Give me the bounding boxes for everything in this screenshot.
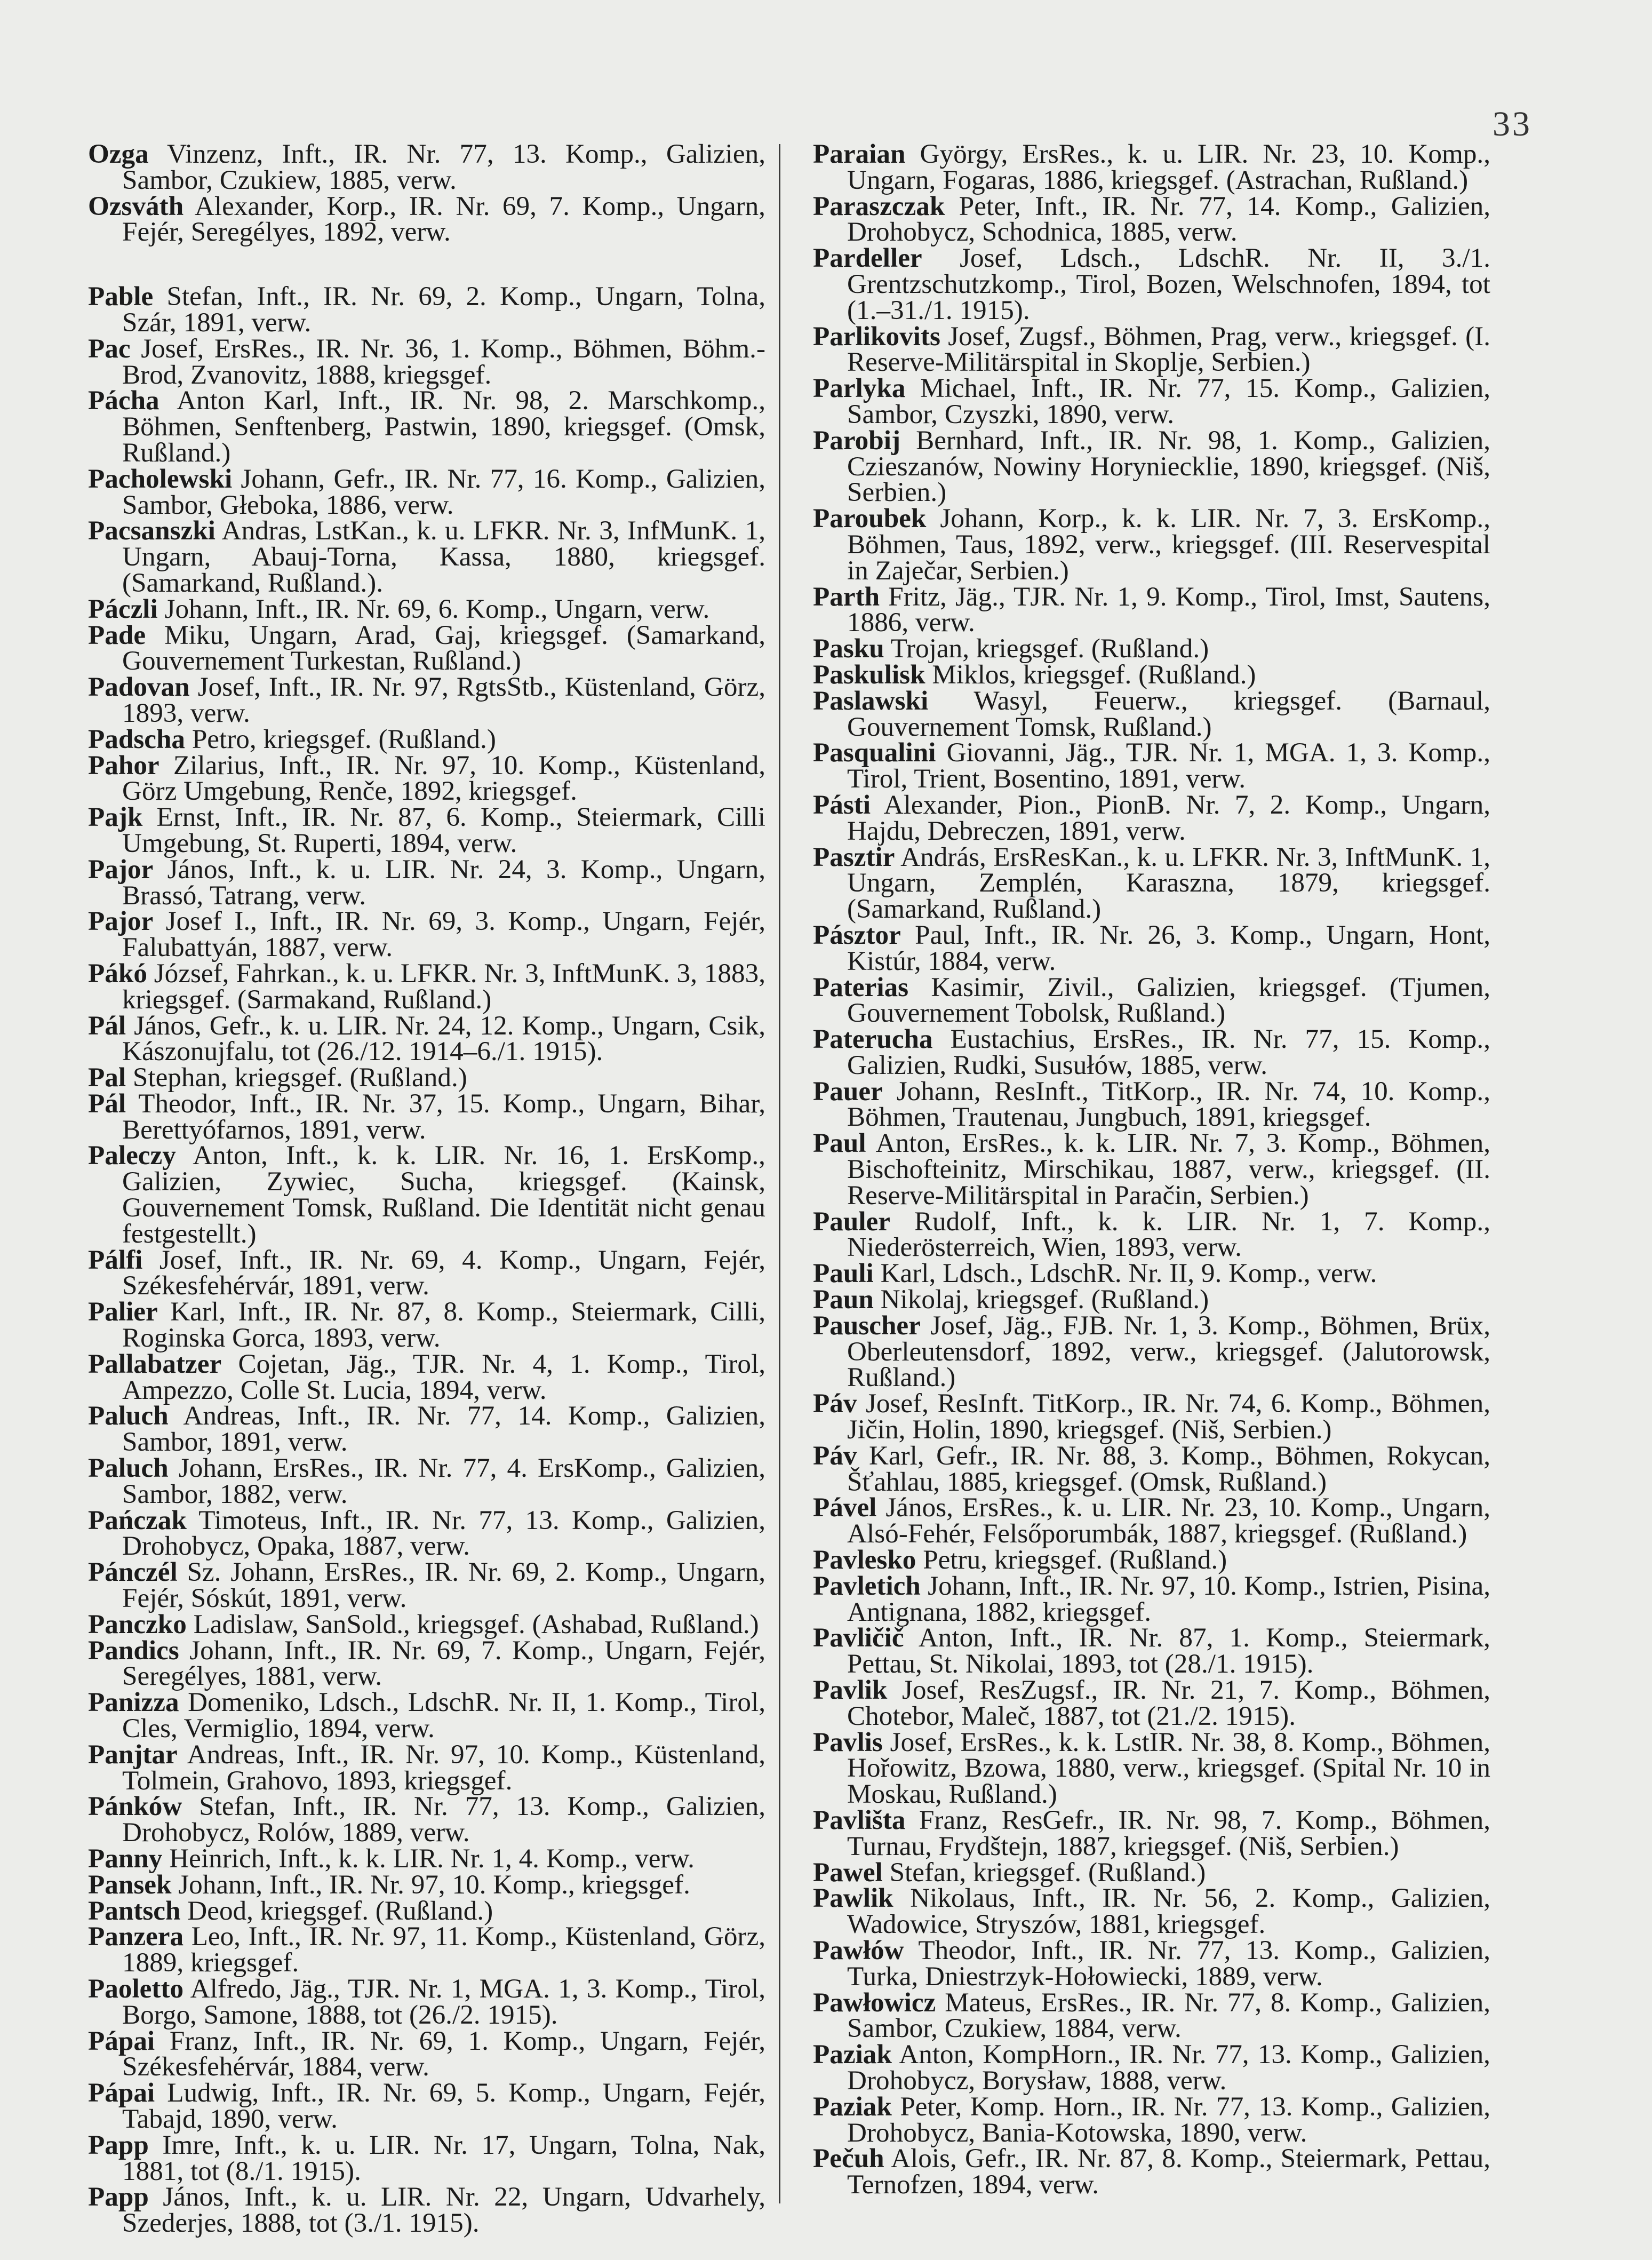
entry-surname: Paziak [813, 2039, 892, 2070]
entry-details: Timoteus, Inft., IR. Nr. 77, 13. Komp., Galizien, Drohobycz, Opaka, 1887, verw. [122, 1505, 766, 1562]
register-entry [88, 958, 765, 1015]
entry-surname: Pavličič [813, 1622, 904, 1653]
entry-details: Josef, Ldsch., LdschR. Nr. II, 3./1. Grentzschutzkomp., Tirol, Bozen, Welschnofen, 1894, tot (1.–31./1. 1915). [847, 243, 1491, 325]
entry-details: Johann, ResInft., TitKorp., IR. Nr. 74, 10. Komp., Böhmen, Trautenau, Jungbuch, 1891, kriegsgef. [847, 1076, 1491, 1133]
register-entry [88, 141, 765, 194]
entry-surname: Pál [88, 1010, 126, 1041]
entry-surname: Pahor [88, 750, 159, 781]
entry-surname: Padscha [88, 723, 186, 754]
entry-details: Nikolaus, Inft., IR. Nr. 56, 2. Komp., Galizien, Wadowice, Stryszów, 1881, kriegsgef. [847, 1883, 1491, 1940]
entry-details: Anton, Inft., IR. Nr. 87, 1. Komp., Steiermark, Pettau, St. Nikolai, 1893, tot (28./1. 1915). [847, 1622, 1490, 1680]
entry-surname: Pavlik [813, 1675, 888, 1706]
register-entry [88, 1559, 765, 1612]
register-entry [88, 1062, 765, 1093]
register-entry [813, 2039, 1490, 2096]
entry-surname: Padovan [88, 672, 190, 703]
entry-surname: Papp [88, 2129, 149, 2160]
entry-details: Anton, ErsRes., k. k. LIR. Nr. 7, 3. Komp., Böhmen, Bischofteinitz, Mirschikau, 1887, verw., kriegsgef. (II. Reserve-Militärspital in Paračin, Serbien.) [847, 1128, 1490, 1211]
entry-details: Alexander, Pion., PionB. Nr. 7, 2. Komp., Ungarn, Hajdu, Debreczen, 1891, verw. [847, 789, 1490, 846]
entry-details: Stefan, Inft., IR. Nr. 77, 13. Komp., Galizien, Drohobycz, Rolów, 1889, verw. [122, 1791, 766, 1848]
entry-details: József, Fahrkan., k. u. LFKR. Nr. 3, InftMunK. 3, 1883, kriegsgef. (Sarmakand, Rußland.) [122, 958, 765, 1015]
register-entry [813, 1206, 1490, 1263]
entry-surname: Panizza [88, 1687, 179, 1718]
entry-surname: Pavlesko [813, 1545, 916, 1575]
entry-details: Peter, Inft., IR. Nr. 77, 14. Komp., Galizien, Drohobycz, Schodnica, 1885, verw. [847, 190, 1490, 248]
entry-details: Peter, Komp. Horn., IR. Nr. 77, 13. Komp., Galizien, Drohobycz, Bania-Kotowska, 1890, verw. [847, 2091, 1491, 2148]
register-entry [813, 321, 1490, 378]
column-divider [779, 144, 780, 2203]
entry-surname: Pal [88, 1062, 126, 1093]
entry-surname: Parlikovits [813, 321, 940, 352]
register-entry [813, 2091, 1491, 2148]
entry-details: Imre, Inft., k. u. LIR. Nr. 17, Ungarn, Tolna, Nak, 1881, tot (8./1. 1915). [122, 2129, 766, 2186]
entry-surname: Paziak [813, 2091, 892, 2122]
entry-details: Anton, KompHorn., IR. Nr. 77, 13. Komp., Galizien, Drohobycz, Borysław, 1888, verw. [847, 2039, 1490, 2096]
register-entry [813, 789, 1490, 846]
entry-surname: Pardeller [813, 243, 922, 274]
left-column [88, 141, 765, 2237]
entry-surname: Panjtar [88, 1739, 178, 1770]
register-entry [813, 1388, 1491, 1445]
register-entry [813, 1128, 1490, 1211]
entry-details: Ladislaw, SanSold., kriegsgef. (Ashabad, Rußland.) [193, 1609, 759, 1640]
entry-details: Miku, Ungarn, Arad, Gaj, kriegsgef. (Samarkand, Gouvernement Turkestan, Rußland.) [122, 619, 765, 677]
entry-surname: Parth [813, 581, 880, 612]
entry-details: Kasimir, Zivil., Galizien, kriegsgef. (Tjumen, Gouvernement Tobolsk, Rußland.) [847, 972, 1490, 1029]
register-entry [88, 2080, 765, 2132]
entry-surname: Pápai [88, 2078, 155, 2108]
entry-details: Theodor, Inft., IR. Nr. 37, 15. Komp., Ungarn, Bihar, Berettyófarnos, 1891, verw. [122, 1088, 766, 1145]
entry-details: Alexander, Korp., IR. Nr. 69, 7. Komp., Ungarn, Fejér, Seregélyes, 1892, verw. [122, 190, 765, 248]
register-entry [88, 1088, 766, 1145]
register-entry [813, 841, 1490, 925]
entry-details: Leo, Inft., IR. Nr. 97, 11. Komp., Küstenland, Görz, 1889, kriegsgef. [122, 1921, 765, 1978]
entry-surname: Pańczak [88, 1505, 187, 1535]
register-entry [88, 1609, 765, 1640]
register-entry [88, 1140, 765, 1249]
entry-details: Karl, Gefr., IR. Nr. 88, 3. Komp., Böhmen, Rokycan, Šťahlau, 1885, kriegsgef. (Omsk, Rußland.) [847, 1440, 1490, 1497]
entry-surname: Ozga [88, 139, 149, 169]
register-entry [88, 1921, 765, 1978]
entry-details: Wasyl, Feuerw., kriegsgef. (Barnaul, Gouvernement Tomsk, Rußland.) [847, 685, 1491, 742]
entry-details: Stefan, kriegsgef. (Rußland.) [889, 1857, 1206, 1888]
register-entry [813, 1987, 1491, 2044]
entry-surname: Palier [88, 1296, 158, 1327]
entry-surname: Pade [88, 619, 146, 650]
entry-details: Franz, Inft., IR. Nr. 69, 1. Komp., Ungarn, Fejér, Székesfehérvár, 1884, verw. [122, 2025, 765, 2082]
entry-surname: Papp [88, 2182, 149, 2213]
entry-details: Stefan, Inft., IR. Nr. 69, 2. Komp., Ungarn, Tolna, Szár, 1891, verw. [122, 281, 765, 338]
entry-surname: Paraian [813, 139, 906, 169]
entry-details: Domeniko, Ldsch., LdschR. Nr. II, 1. Komp., Tirol, Cles, Vermiglio, 1894, verw. [122, 1687, 765, 1744]
entry-surname: Pansek [88, 1869, 172, 1900]
entry-details: Johann, Korp., k. k. LIR. Nr. 7, 3. ErsKomp., Böhmen, Taus, 1892, verw., kriegsgef. (III. Reservespital in Zaječar, Serbien.) [847, 503, 1490, 586]
entry-surname: Paluch [88, 1400, 169, 1431]
register-entry [88, 333, 765, 390]
entry-surname: Panczko [88, 1609, 187, 1640]
entry-surname: Pánczél [88, 1557, 178, 1588]
register-entry [813, 141, 1490, 194]
page-number: 33 [1493, 105, 1532, 144]
entry-details: Josef, ErsRes., k. k. LstIR. Nr. 38, 8. Komp., Böhmen, Hořowitz, Bzowa, 1880, verw., kriegsgef. (Spital Nr. 10 in Moskau, Rußland.) [847, 1726, 1490, 1810]
register-entry [88, 190, 765, 248]
right-column [813, 141, 1490, 2198]
entry-surname: Paterias [813, 972, 909, 1002]
entry-details: Josef, ResZugsf., IR. Nr. 21, 7. Komp., Böhmen, Chotebor, Maleč, 1887, tot (21./2. 1915). [847, 1675, 1491, 1731]
entry-surname: Paul [813, 1128, 866, 1159]
entry-details: Vinzenz, Inft., IR. Nr. 77, 13. Komp., Galizien, Sambor, Czukiew, 1885, verw. [122, 139, 765, 195]
entry-surname: Pauler [813, 1206, 890, 1237]
register-entry [88, 1348, 766, 1405]
entry-details: János, ErsRes., k. u. LIR. Nr. 23, 10. Komp., Ungarn, Alsó-Fehér, Felsőporumbák, 1887, kriegsgef. (Rußland.) [847, 1492, 1491, 1549]
register-entry [88, 1296, 765, 1354]
register-entry [88, 1244, 765, 1301]
entry-details: Johann, Inft., IR. Nr. 97, 10. Komp., kriegsgef. [178, 1869, 690, 1900]
entry-surname: Pápai [88, 2025, 155, 2056]
register-entry [813, 1857, 1490, 1888]
entry-surname: Paskulisk [813, 659, 925, 690]
register-entry [813, 1570, 1490, 1627]
register-entry [88, 463, 766, 520]
entry-surname: Pajor [88, 854, 154, 885]
entry-details: Andreas, Inft., IR. Nr. 97, 10. Komp., Küstenland, Tolmein, Grahovo, 1893, kriegsgef. [122, 1739, 765, 1796]
register-entry [88, 619, 765, 677]
entry-surname: Pálfi [88, 1244, 143, 1275]
register-entry [813, 633, 1490, 664]
entry-surname: Pásztor [813, 919, 901, 950]
entry-surname: Panny [88, 1843, 163, 1874]
entry-surname: Páv [813, 1440, 857, 1471]
entry-details: Alfredo, Jäg., TJR. Nr. 1, MGA. 1, 3. Komp., Tirol, Borgo, Samone, 1888, tot (26./2. 1915). [122, 1973, 765, 2030]
entry-details: Josef, Inft., IR. Nr. 69, 4. Komp., Ungarn, Fejér, Székesfehérvár, 1891, verw. [122, 1244, 765, 1301]
entry-surname: Ozsváth [88, 190, 184, 221]
entry-details: Mateus, ErsRes., IR. Nr. 77, 8. Komp., Galizien, Sambor, Czukiew, 1884, verw. [847, 1987, 1491, 2044]
entry-surname: Pável [813, 1492, 877, 1523]
entry-surname: Pacholewski [88, 463, 233, 494]
entry-surname: Parlyka [813, 373, 906, 404]
register-entry [813, 1726, 1490, 1810]
entry-details: Ludwig, Inft., IR. Nr. 69, 5. Komp., Ungarn, Fejér, Tabajd, 1890, verw. [122, 2078, 766, 2134]
entry-details: Petro, kriegsgef. (Rußland.) [191, 723, 496, 754]
register-entry [813, 972, 1490, 1029]
register-entry [813, 1440, 1490, 1497]
entry-details: Josef I., Inft., IR. Nr. 69, 3. Komp., Ungarn, Fejér, Falubattyán, 1887, verw. [122, 906, 766, 963]
entry-details: Ernst, Inft., IR. Nr. 87, 6. Komp., Steiermark, Cilli Umgebung, St. Ruperti, 1894, verw. [122, 802, 765, 858]
entry-details: Josef, ResInft. TitKorp., IR. Nr. 74, 6. Komp., Böhmen, Jičin, Holin, 1890, kriegsgef. (Niš, Serbien.) [847, 1388, 1491, 1445]
register-entry [88, 750, 766, 807]
entry-details: Anton, Inft., k. k. LIR. Nr. 16, 1. ErsKomp., Galizien, Zywiec, Sucha, kriegsgef. (Kainsk, Gouvernement Tomsk, Rußland. Die Identität nicht genau festgestellt.) [122, 1140, 765, 1249]
entry-details: Theodor, Inft., IR. Nr. 77, 13. Komp., Galizien, Turka, Dniestrzyk-Hołowiecki, 1889, verw. [847, 1935, 1490, 1992]
entry-details: Paul, Inft., IR. Nr. 26, 3. Komp., Ungarn, Hont, Kistúr, 1884, verw. [847, 919, 1491, 976]
register-entry [813, 1310, 1491, 1393]
register-entry [88, 1973, 765, 2030]
entry-surname: Pantsch [88, 1895, 181, 1926]
register-entry [88, 674, 765, 727]
entry-surname: Paleczy [88, 1140, 176, 1171]
entry-surname: Pavlis [813, 1726, 883, 1757]
entry-surname: Pákó [88, 958, 147, 989]
register-entry [88, 593, 765, 624]
entry-surname: Pawlik [813, 1883, 893, 1914]
entry-surname: Pál [88, 1088, 126, 1119]
register-entry [813, 919, 1491, 976]
entry-details: Johann, Inft., IR. Nr. 97, 10. Komp., Istrien, Pisina, Antignana, 1882, kriegsgef. [847, 1570, 1490, 1627]
register-entry [813, 1284, 1490, 1315]
register-entry [813, 425, 1491, 508]
entry-details: Cojetan, Jäg., TJR. Nr. 4, 1. Komp., Tirol, Ampezzo, Colle St. Lucia, 1894, verw. [122, 1348, 766, 1405]
entry-surname: Panzera [88, 1921, 184, 1952]
register-entry [88, 1635, 766, 1692]
entry-surname: Pacsanszki [88, 515, 216, 546]
entry-details: Andreas, Inft., IR. Nr. 77, 14. Komp., Galizien, Sambor, 1891, verw. [122, 1400, 765, 1458]
entry-surname: Pasqualini [813, 737, 936, 768]
register-entry [813, 685, 1491, 742]
register-entry [813, 503, 1490, 586]
entry-details: Trojan, kriegsgef. (Rußland.) [890, 633, 1209, 664]
register-entry [88, 1400, 765, 1458]
register-entry [813, 1677, 1490, 1730]
register-entry [88, 1739, 765, 1796]
entry-surname: Pasztir [813, 841, 895, 872]
register-entry [88, 1687, 765, 1744]
entry-surname: Paslawski [813, 685, 929, 716]
entry-surname: Pauli [813, 1258, 874, 1289]
entry-details: Stephan, kriegsgef. (Rußland.) [132, 1062, 467, 1093]
register-entry [88, 1869, 765, 1900]
entry-surname: Paterucha [813, 1024, 933, 1055]
register-entry [813, 245, 1490, 323]
entry-details: Karl, Inft., IR. Nr. 87, 8. Komp., Steiermark, Cilli, Roginska Gorca, 1893, verw. [122, 1296, 765, 1354]
register-entry [88, 1010, 766, 1067]
entry-details: Eustachius, ErsRes., IR. Nr. 77, 15. Komp., Galizien, Rudki, Susułów, 1885, verw. [847, 1024, 1490, 1080]
entry-details: Johann, Inft., IR. Nr. 69, 6. Komp., Ungarn, verw. [164, 593, 710, 624]
entry-details: Anton Karl, Inft., IR. Nr. 98, 2. Marschkomp., Böhmen, Senftenberg, Pastwin, 1890, kriegsgef. (Omsk, Rußland.) [122, 385, 765, 468]
entry-details: Karl, Ldsch., LdschR. Nr. II, 9. Komp., verw. [880, 1258, 1377, 1289]
entry-surname: Pauscher [813, 1310, 921, 1341]
entry-surname: Pajor [88, 906, 154, 937]
entry-details: Josef, Inft., IR. Nr. 97, RgtsStb., Küstenland, Görz, 1893, verw. [122, 672, 766, 728]
entry-details: Alois, Gefr., IR. Nr. 87, 8. Komp., Steiermark, Pettau, Ternofzen, 1894, verw. [847, 2143, 1490, 2200]
entry-details: György, ErsRes., k. u. LIR. Nr. 23, 10. Komp., Ungarn, Fogaras, 1886, kriegsgef. (Astrachan, Rußland.) [847, 139, 1491, 195]
entry-surname: Páv [813, 1388, 857, 1419]
entry-surname: Pásti [813, 789, 871, 820]
register-entry [813, 581, 1490, 638]
register-entry [88, 281, 765, 338]
register-entry [88, 2025, 765, 2082]
entry-surname: Pawłowicz [813, 1987, 936, 2018]
entry-surname: Pandics [88, 1635, 179, 1666]
register-entry [88, 802, 765, 858]
entry-details: János, Inft., k. u. LIR. Nr. 24, 3. Komp., Ungarn, Brassó, Tatrang, verw. [122, 854, 766, 911]
entry-surname: Pečuh [813, 2143, 884, 2174]
register-entry [88, 1843, 765, 1874]
register-entry [813, 1622, 1490, 1680]
entry-surname: Pauer [813, 1076, 883, 1107]
entry-details: Heinrich, Inft., k. k. LIR. Nr. 1, 4. Komp., verw. [169, 1843, 695, 1874]
entry-details: Sz. Johann, ErsRes., IR. Nr. 69, 2. Komp., Ungarn, Fejér, Sóskút, 1891, verw. [122, 1557, 766, 1614]
entry-details: Josef, ErsRes., IR. Nr. 36, 1. Komp., Böhmen, Böhm.-Brod, Zvanovitz, 1888, kriegsgef. [122, 333, 765, 390]
entry-details: János, Inft., k. u. LIR. Nr. 22, Ungarn, Udvarhely, Szederjes, 1888, tot (3./1. 1915). [122, 2182, 766, 2239]
register-entry [88, 906, 766, 963]
register-entry [88, 1505, 766, 1562]
register-entry [813, 2143, 1490, 2200]
register-entry [88, 1895, 765, 1926]
register-entry [813, 659, 1490, 690]
register-entry [813, 737, 1490, 794]
register-entry [88, 723, 765, 754]
entry-details: Johann, Gefr., IR. Nr. 77, 16. Komp., Galizien, Sambor, Głeboka, 1886, verw. [122, 463, 766, 520]
register-entry [813, 1026, 1490, 1079]
register-entry [813, 1935, 1490, 1992]
entry-surname: Pácha [88, 385, 159, 416]
entry-surname: Paraszczak [813, 190, 945, 221]
entry-surname: Pavlišta [813, 1805, 906, 1835]
register-entry [813, 1076, 1491, 1133]
entry-details: Bernhard, Inft., IR. Nr. 98, 1. Komp., Galizien, Czieszanów, Nowiny Horyniecklie, 1890, kriegsgef. (Niš, Serbien.) [847, 425, 1491, 508]
entry-details: Nikolaj, kriegsgef. (Rußland.) [880, 1284, 1209, 1315]
entry-details: Michael, Inft., IR. Nr. 77, 15. Komp., Galizien, Sambor, Czyszki, 1890, verw. [847, 373, 1491, 429]
entry-details: Josef, Zugsf., Böhmen, Prag, verw., kriegsgef. (I. Reserve-Militärspital in Skoplje, Serbien.) [847, 321, 1490, 378]
entry-details: Franz, ResGefr., IR. Nr. 98, 7. Komp., Böhmen, Turnau, Frydštejn, 1887, kriegsgef. (Niš, Serbien.) [847, 1805, 1490, 1861]
entry-details: Miklos, kriegsgef. (Rußland.) [932, 659, 1256, 690]
entry-surname: Paroubek [813, 503, 927, 534]
register-entry [88, 854, 766, 911]
entry-details: Giovanni, Jäg., TJR. Nr. 1, MGA. 1, 3. Komp., Tirol, Trient, Bosentino, 1891, verw. [847, 737, 1490, 794]
entry-details: Petru, kriegsgef. (Rußland.) [923, 1545, 1227, 1575]
register-entry [88, 1455, 765, 1508]
register-entry [813, 1805, 1490, 1861]
entry-details: Fritz, Jäg., TJR. Nr. 1, 9. Komp., Tirol, Imst, Sautens, 1886, verw. [847, 581, 1490, 638]
entry-details: Deod, kriegsgef. (Rußland.) [187, 1895, 493, 1926]
register-entry [813, 373, 1491, 429]
entry-details: Zilarius, Inft., IR. Nr. 97, 10. Komp., Küstenland, Görz Umgebung, Renče, 1892, kriegsgef. [122, 750, 766, 807]
entry-details: Andras, LstKan., k. u. LFKR. Nr. 3, InfMunK. 1, Ungarn, Abauj-Torna, Kassa, 1880, kriegsgef. (Samarkand, Rußland.). [122, 515, 765, 598]
register-entry [813, 1547, 1490, 1573]
register-entry [813, 1258, 1490, 1289]
entry-details: Johann, Inft., IR. Nr. 69, 7. Komp., Ungarn, Fejér, Seregélyes, 1881, verw. [122, 1635, 766, 1692]
entry-details: Josef, Jäg., FJB. Nr. 1, 3. Komp., Böhmen, Brüx, Oberleutensdorf, 1892, verw., kriegsgef. (Jalutorowsk, Rußland.) [847, 1310, 1491, 1393]
entry-surname: Pawłów [813, 1935, 904, 1965]
entry-surname: Pasku [813, 633, 884, 664]
entry-surname: Paun [813, 1284, 874, 1315]
entry-surname: Paoletto [88, 1973, 184, 2004]
register-entry [88, 2184, 765, 2237]
entry-surname: Pawel [813, 1857, 883, 1888]
entry-surname: Parobij [813, 425, 900, 456]
entry-details: János, Gefr., k. u. LIR. Nr. 24, 12. Komp., Ungarn, Csik, Kászonujfalu, tot (26./12. 1914–6./1. 1915). [122, 1010, 766, 1067]
entry-details: Johann, ErsRes., IR. Nr. 77, 4. ErsKomp., Galizien, Sambor, 1882, verw. [122, 1453, 765, 1509]
register-entry [88, 1791, 766, 1848]
entry-surname: Páczli [88, 593, 158, 624]
register-entry [88, 515, 765, 598]
entry-surname: Pánków [88, 1791, 182, 1822]
entry-surname: Pajk [88, 802, 143, 833]
entry-surname: Pallabatzer [88, 1348, 222, 1379]
entry-details: András, ErsResKan., k. u. LFKR. Nr. 3, InftMunK. 1, Ungarn, Zemplén, Karaszna, 1879, kriegsgef. (Samarkand, Rußland.) [847, 841, 1490, 925]
entry-surname: Pable [88, 281, 154, 312]
entry-surname: Pavletich [813, 1570, 921, 1601]
entry-details: Rudolf, Inft., k. k. LIR. Nr. 1, 7. Komp., Niederösterreich, Wien, 1893, verw. [847, 1206, 1490, 1263]
entry-surname: Pac [88, 333, 131, 364]
register-entry [813, 1492, 1491, 1549]
register-entry [88, 385, 765, 468]
entry-surname: Paluch [88, 1453, 169, 1484]
register-entry [813, 190, 1490, 248]
register-entry [88, 2129, 766, 2186]
register-entry [813, 1885, 1490, 1938]
